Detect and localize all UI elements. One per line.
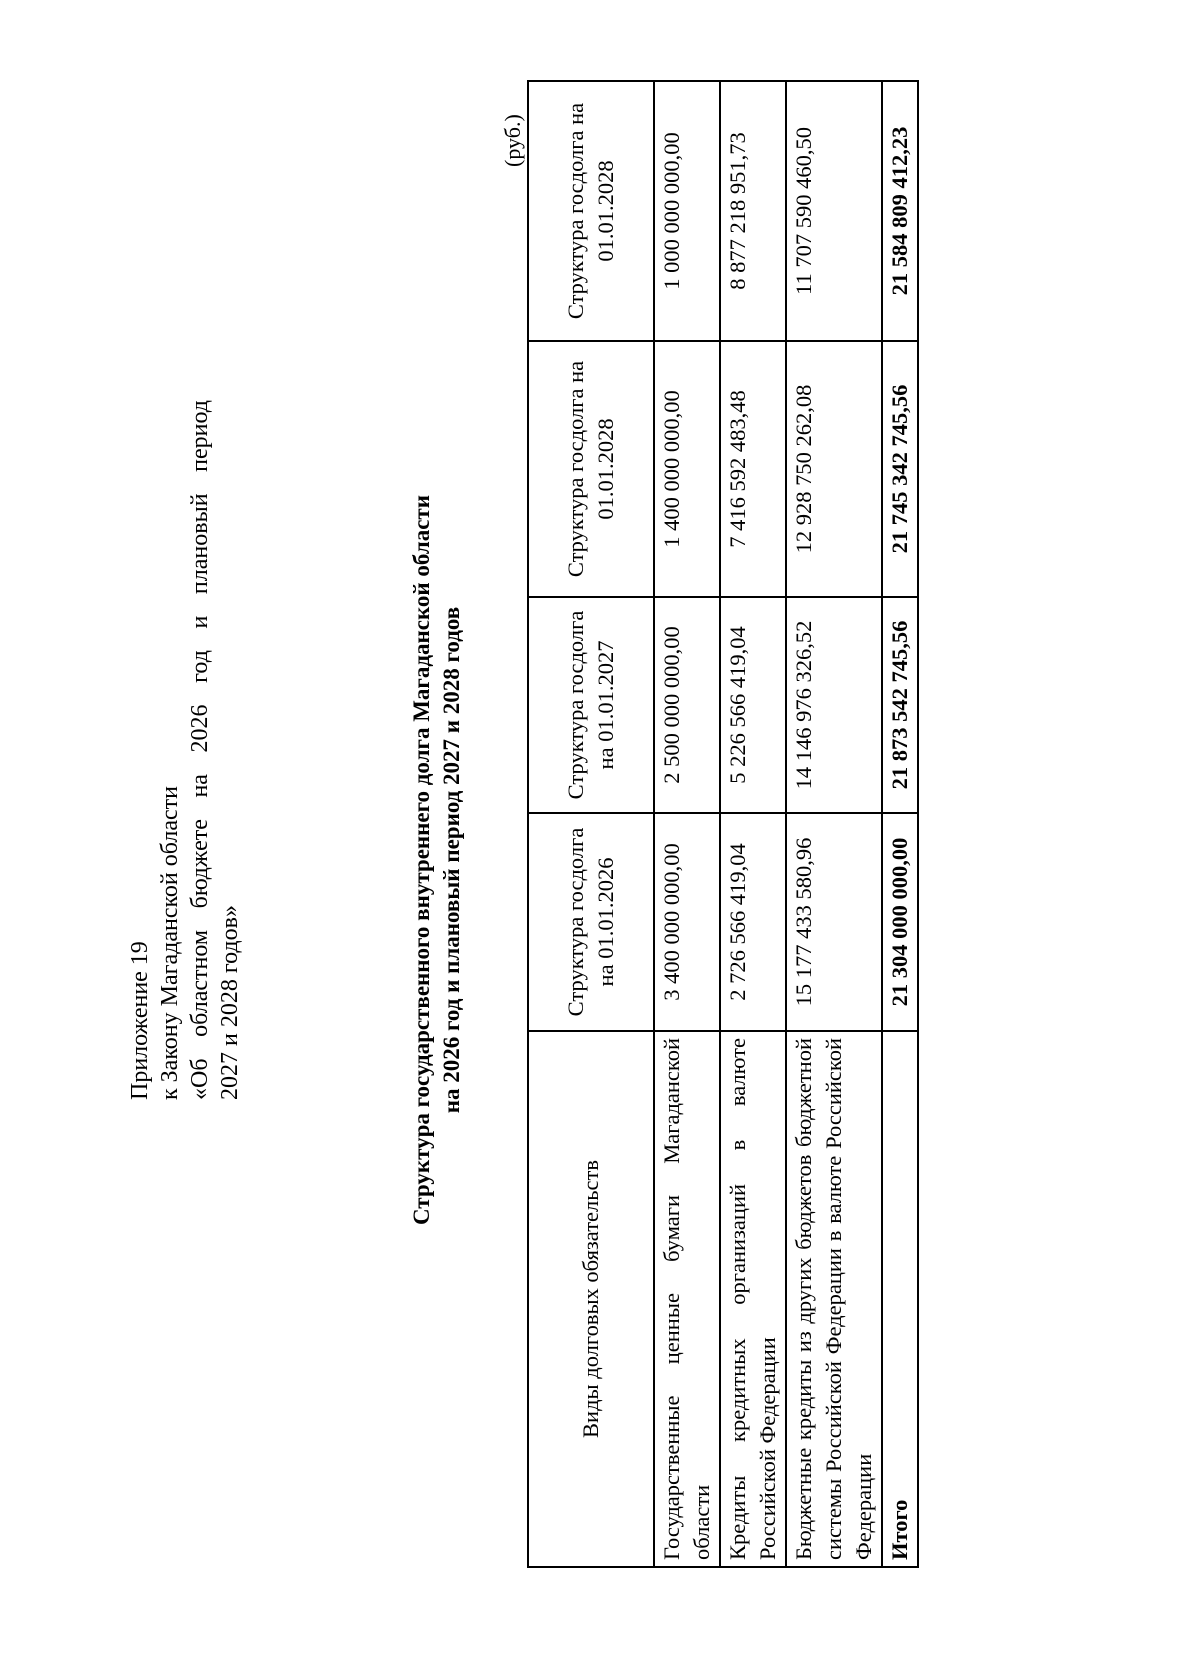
table-total-row <box>882 81 918 1567</box>
row-value: 2 500 000 000,00 <box>654 597 720 813</box>
table-row <box>654 81 720 1567</box>
debt-structure-table <box>527 80 919 1568</box>
row-value: 11 707 590 460,50 <box>786 81 882 341</box>
column-header-2028a: Структура госдолга на 01.01.2028 <box>528 341 654 597</box>
appendix-line-3: «Об областном бюджете на 2026 год и плановый период <box>187 400 213 1100</box>
table-row <box>720 81 786 1567</box>
row-name: Кредиты кредитных организаций в валюте Российской Федерации <box>720 1031 786 1567</box>
table-header-row <box>528 81 654 1567</box>
row-value: 3 400 000 000,00 <box>654 813 720 1031</box>
column-header-types: Виды долговых обязательств <box>528 1031 654 1567</box>
row-name: Государственные ценные бумаги Магаданской области <box>654 1031 720 1567</box>
total-value: 21 584 809 412,23 <box>882 81 918 341</box>
row-value: 1 400 000 000,00 <box>654 341 720 597</box>
rotated-page <box>0 80 1100 1640</box>
row-value: 8 877 218 951,73 <box>720 81 786 341</box>
row-name: Бюджетные кредиты из других бюджетов бюджетной системы Российской Федерации в валюте Российской Федерации <box>786 1031 882 1567</box>
row-value: 14 146 976 326,52 <box>786 597 882 813</box>
total-value: 21 304 000 000,00 <box>882 813 918 1031</box>
row-value: 7 416 592 483,48 <box>720 341 786 597</box>
total-value: 21 745 342 745,56 <box>882 341 918 597</box>
total-label: Итого <box>882 1031 918 1567</box>
appendix-header <box>125 100 245 1100</box>
row-value: 1 000 000 000,00 <box>654 81 720 341</box>
row-value: 12 928 750 262,08 <box>786 341 882 597</box>
unit-label: (руб.) <box>500 114 525 167</box>
column-header-2026: Структура госдолга на 01.01.2026 <box>528 813 654 1031</box>
appendix-line-4: 2027 и 2028 годов» <box>217 905 243 1100</box>
row-value: 5 226 566 419,04 <box>720 597 786 813</box>
column-header-2028b: Структура госдолга на 01.01.2028 <box>528 81 654 341</box>
table-row <box>786 81 882 1567</box>
title-line-1: Структура государственного внутреннего долга Магаданской области <box>409 495 434 1225</box>
title-line-2: на 2026 год и плановый период 2027 и 2028 годов <box>439 606 464 1114</box>
row-value: 2 726 566 419,04 <box>720 813 786 1031</box>
total-value: 21 873 542 745,56 <box>882 597 918 813</box>
appendix-line-2: к Закону Магаданской области <box>157 786 183 1100</box>
row-value: 15 177 433 580,96 <box>786 813 882 1031</box>
appendix-line-1: Приложение 19 <box>127 941 153 1100</box>
column-header-2027: Структура госдолга на 01.01.2027 <box>528 597 654 813</box>
document-title <box>407 80 467 1640</box>
